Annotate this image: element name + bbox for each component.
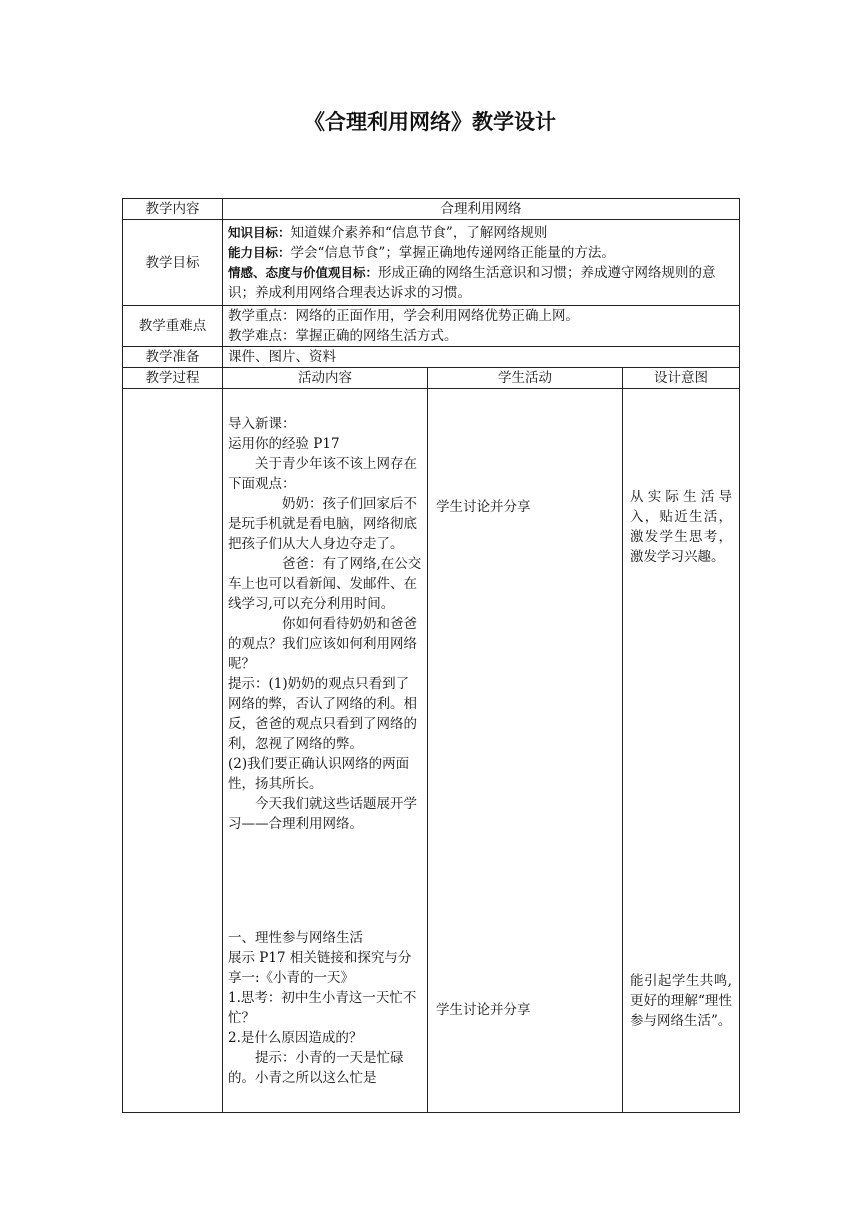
- row-content: [123, 199, 740, 220]
- label-preparation: 教学准备: [123, 347, 223, 368]
- header-student: 学生活动: [428, 368, 623, 389]
- student-activity: [428, 389, 623, 1113]
- goal-knowledge: 知识目标：知道媒介素养和“信息节食”，了解网络规则: [228, 224, 548, 241]
- value-preparation: 课件、图片、资料: [223, 347, 740, 368]
- header-intent: 设计意图: [623, 368, 740, 389]
- process-empty-cell: [123, 389, 223, 1113]
- activity-dad-view: 爸爸：有了网络,在公交车上也可以看新闻、发邮件、在线学习,可以充分利用时间。: [228, 555, 422, 612]
- activity-intro-heading: 导入新课：: [228, 415, 296, 432]
- activity-hint-1: 提示：(1)奶奶的观点只看到了网络的弊，否认了网络的利。相反，爸爸的观点只看到了网络的利，忽视了网络的弊。: [228, 675, 417, 752]
- value-goals: [223, 220, 740, 306]
- value-content: 合理利用网络: [223, 199, 740, 220]
- value-key-points: [223, 306, 740, 347]
- activity-transition: 今天我们就这些话题展开学习——合理利用网络。: [228, 795, 417, 832]
- header-activity: 活动内容: [223, 368, 428, 389]
- activity-experience: 运用你的经验 P17: [228, 435, 340, 452]
- row-preparation: [123, 347, 740, 368]
- activity-spacer: [228, 834, 422, 928]
- activity-hint-2: (2)我们要正确认识网络的两面性，扬其所长。: [228, 755, 410, 792]
- activity-section-1-q1: 1.思考：初中生小青这一天忙不忙？: [228, 989, 417, 1026]
- student-activity-2: 学生讨论并分享: [436, 1002, 531, 1018]
- row-key-points: [123, 306, 740, 347]
- key-point-focus: 教学重点：网络的正面作用，学会利用网络优势正确上网。: [228, 308, 579, 324]
- student-activity-1: 学生讨论并分享: [436, 499, 531, 515]
- lesson-plan-table: [122, 198, 740, 1113]
- document-title: 《合理利用网络》教学设计: [304, 110, 556, 134]
- activity-section-1-hint: 提示：小青的一天是忙碌的。小青之所以这么忙是: [228, 1049, 404, 1086]
- goal-attitude: 情感、态度与价值观目标：形成正确的网络生活意识和习惯；养成遵守网络规则的意识；养成利用网络合理表达诉求的习惯。: [228, 264, 716, 301]
- design-intent-1: 从实际生活导入，贴近生活，激发学生思考，激发学习兴趣。: [630, 488, 733, 565]
- label-content: 教学内容: [123, 199, 223, 220]
- row-goals: [123, 220, 740, 306]
- goal-ability: 能力目标：学会“信息节食”；掌握正确地传递网络正能量的方法。: [228, 244, 615, 261]
- key-point-difficulty: 教学难点：掌握正确的网络生活方式。: [228, 328, 458, 344]
- row-process-body: [123, 389, 740, 1113]
- label-key-points: 教学重难点: [123, 306, 223, 347]
- activity-section-1-q2: 2.是什么原因造成的？: [228, 1029, 363, 1046]
- design-intent: [623, 389, 740, 1113]
- activity-content: [223, 389, 428, 1113]
- activity-question: 关于青少年该不该上网存在下面观点：: [228, 455, 417, 492]
- label-goals: 教学目标: [123, 220, 223, 306]
- activity-section-1-heading: 一、理性参与网络生活: [228, 929, 363, 946]
- activity-grandma-view: 奶奶：孩子们回家后不是玩手机就是看电脑，网络彻底把孩子们从大人身边夺走了。: [228, 495, 417, 552]
- row-process-header: [123, 368, 740, 389]
- design-intent-2: 能引起学生共鸣,更好的理解“理性参与网络生活”。: [630, 972, 733, 1029]
- activity-discussion: 你如何看待奶奶和爸爸的观点？我们应该如何利用网络呢？: [228, 615, 417, 672]
- label-process: 教学过程: [123, 368, 223, 389]
- activity-section-1-show: 展示 P17 相关链接和探究与分享一:《小青的一天》: [228, 949, 412, 986]
